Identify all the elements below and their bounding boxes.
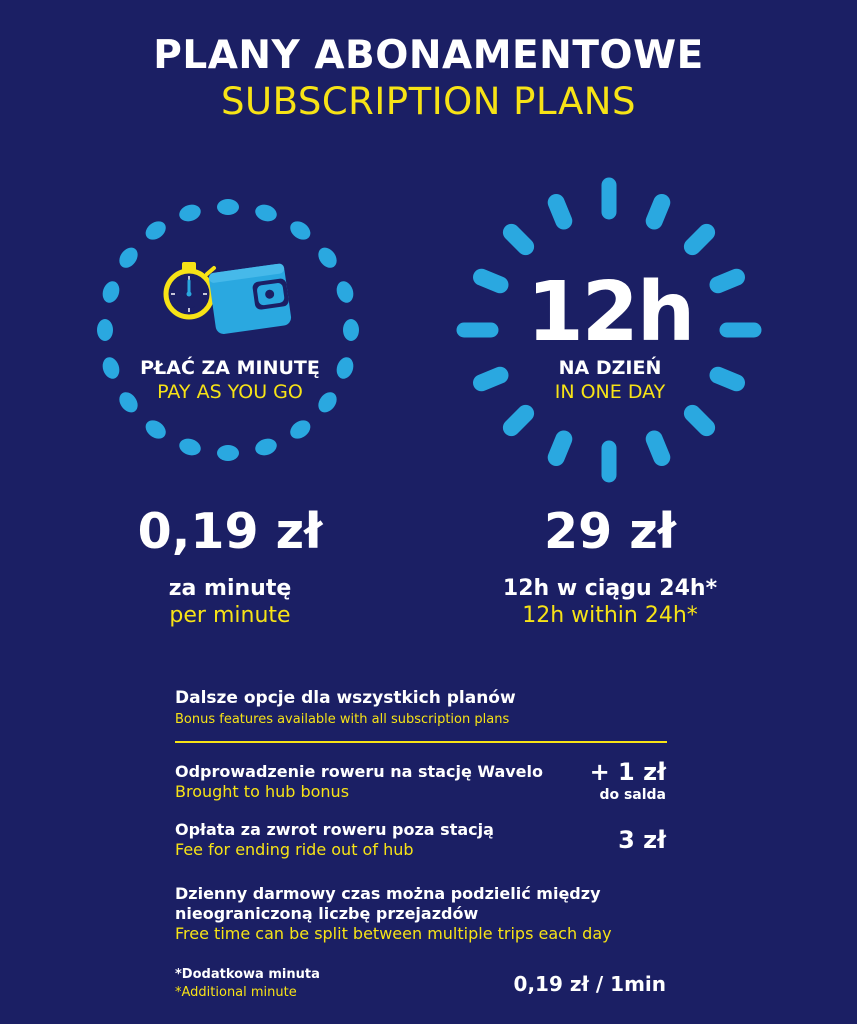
plan-payg-label-en: PAY AS YOU GO [157, 381, 303, 403]
ring-dot [315, 244, 341, 271]
page-title: PLANY ABONAMENTOWE [153, 33, 704, 78]
option-row-out-of-hub-en: Fee for ending ride out of hub [175, 840, 414, 859]
option-row-out-of-hub-value: 3 zł [618, 826, 666, 854]
plan-day-unit-en: 12h within 24h* [522, 603, 698, 628]
option-row-hub-bonus-value: + 1 zł [589, 758, 666, 786]
ring-dot [142, 417, 169, 443]
free-time-pl-line2: nieograniczoną liczbę przejazdów [175, 904, 479, 923]
ring-dot [343, 319, 359, 341]
plan-day-big-label: 12h [526, 265, 694, 360]
sunburst-ray [654, 439, 662, 458]
stopwatch-icon [166, 262, 214, 317]
free-time-pl-line1: Dzienny darmowy czas można podzielić między [175, 884, 601, 903]
options-divider [175, 741, 667, 743]
ring-dot [100, 279, 122, 305]
options-heading-pl: Dalsze opcje dla wszystkich planów [175, 688, 516, 708]
ring-dot [334, 279, 356, 305]
ring-dot [177, 202, 203, 224]
plan-day-unit-pl: 12h w ciągu 24h* [502, 576, 718, 601]
ring-dot [253, 202, 279, 224]
free-time-en: Free time can be split between multiple trips each day [175, 924, 612, 943]
option-row-hub-bonus-value-sub: do salda [599, 787, 666, 803]
ring-dot [217, 199, 239, 215]
ring-dot [177, 436, 203, 458]
footnote-label-en: *Additional minute [175, 985, 297, 1000]
sunburst-ray [556, 439, 564, 458]
footnote-value: 0,19 zł / 1min [513, 972, 666, 996]
ring-dot [217, 445, 239, 461]
plan-payg-price: 0,19 zł [137, 503, 323, 560]
ring-dot [97, 319, 113, 341]
option-row-out-of-hub-pl: Opłata za zwrot roweru poza stacją [175, 820, 494, 839]
footnote-label-pl: *Dodatkowa minuta [175, 967, 320, 982]
sunburst-ray [556, 203, 564, 222]
plan-payg-unit-en: per minute [169, 603, 291, 628]
options-heading-en: Bonus features available with all subscription plans [175, 712, 510, 727]
sunburst-ray [692, 413, 706, 427]
ring-dot [287, 417, 314, 443]
option-row-hub-bonus-en: Brought to hub bonus [175, 782, 350, 801]
wallet-icon [208, 263, 292, 335]
sunburst-ray [511, 232, 525, 246]
ring-dot [142, 218, 169, 244]
plan-payg-label-pl: PŁAĆ ZA MINUTĘ [140, 357, 320, 379]
plan-day-price: 29 zł [544, 503, 676, 560]
sunburst-ray [692, 232, 706, 246]
plan-day-label-en: IN ONE DAY [554, 381, 666, 403]
option-row-hub-bonus-pl: Odprowadzenie roweru na stację Wavelo [175, 762, 543, 781]
sunburst-ray [511, 413, 525, 427]
plan-payg-unit-pl: za minutę [168, 576, 292, 601]
ring-dot [287, 218, 314, 244]
ring-dot [116, 244, 142, 271]
plan-day-label-pl: NA DZIEŃ [558, 357, 662, 379]
sunburst-ray [654, 203, 662, 222]
page-subtitle: SUBSCRIPTION PLANS [221, 80, 636, 123]
ring-dot [253, 436, 279, 458]
